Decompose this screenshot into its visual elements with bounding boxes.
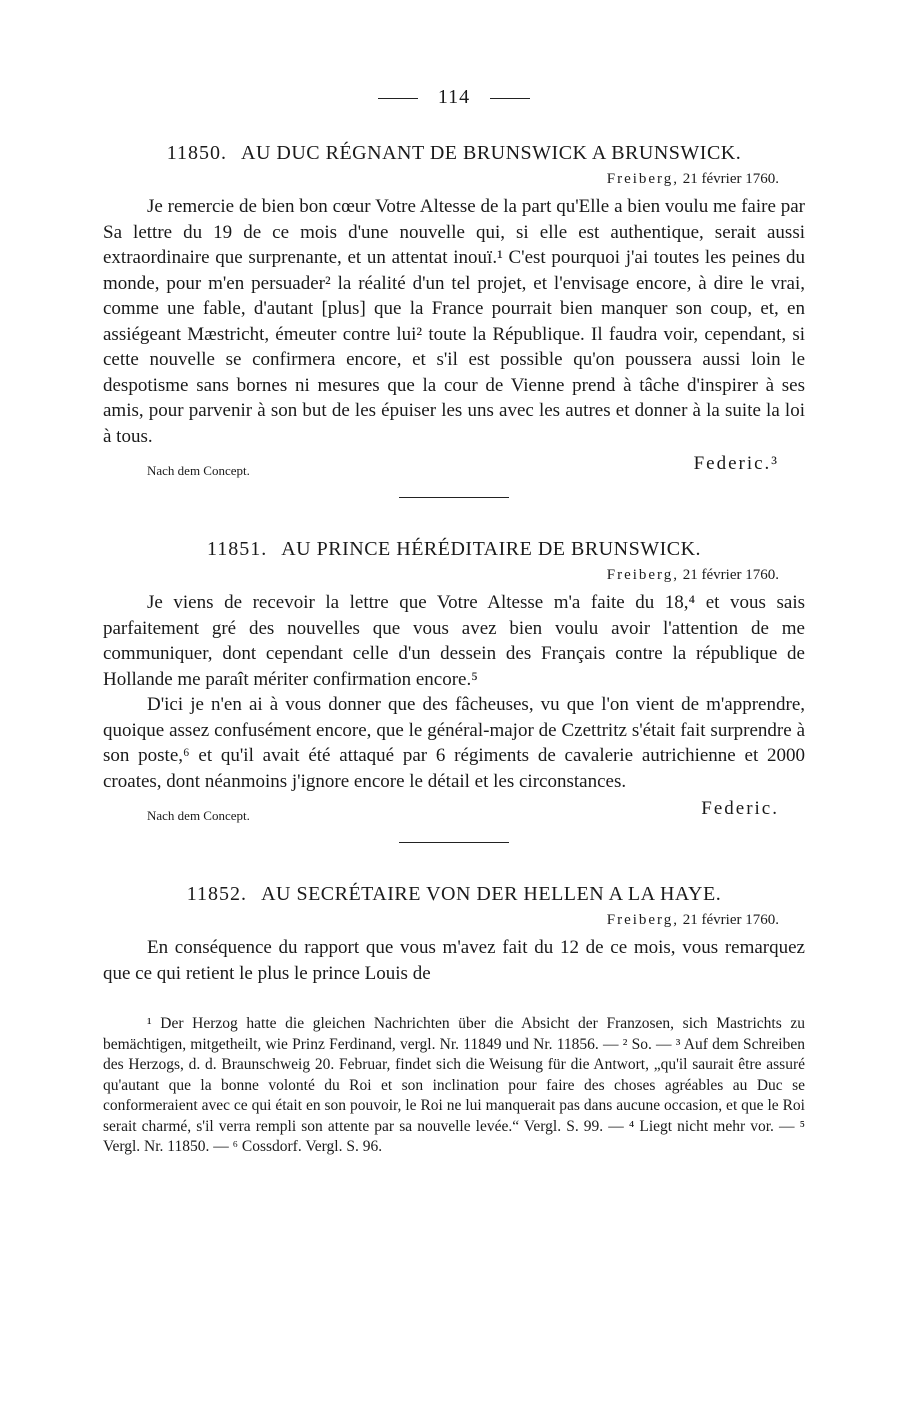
letter-title: AU SECRÉTAIRE VON DER HELLEN A LA HAYE. [261, 883, 722, 905]
footnotes [103, 1014, 805, 1158]
letter-11850 [103, 142, 805, 498]
letter-date: 21 février 1760. [682, 912, 779, 928]
letter-number: 11851. [206, 538, 268, 560]
document-page [103, 86, 805, 1158]
letter-date: 21 février 1760. [682, 171, 779, 187]
footnote-text: ¹ Der Herzog hatte die gleichen Nachrichten über die Absicht der Franzosen, sich Mastrichts zu bemächtigen, mitgetheilt, wie Prinz Ferdinand, vergl. Nr. 11849 und Nr. 11856. — ² So. — ³ Auf dem Schreiben des Herzogs, d. d. Braunschweig 20. Februar, findet sich die Weisung für die Antwort, „qu'il saurait être assuré qu'autant que la bonne volonté du Roi et son inclination pour faire des choses agréables au Duc se conformeraient avec ce qui était en son pouvoir, le Roi ne lui manquerait pas dans aucune occasion, et que le Roi serait charmé, s'il verra rempli son attente par sa nouvelle levée.“ Vergl. S. 99. — ⁴ Liegt nicht mehr vor. — ⁵ Vergl. Nr. 11850. — ⁶ Cossdorf. Vergl. S. 96. [103, 1015, 805, 1155]
letter-heading [103, 883, 805, 906]
letter-date: 21 février 1760. [682, 567, 779, 583]
spacer [103, 843, 805, 861]
letter-paragraph: D'ici je n'en ai à vous donner que des fâcheuses, vu que l'on vient de m'apprendre, quoique assez confusément encore, que le général-major de Czettritz s'était fait surprendre à son poste,⁶ et qu'il avait été attaqué par 6 régiments de cavalerie autrichienne et 2000 croates, dont néanmoins j'ignore encore le détail et les circonstances. [103, 694, 805, 792]
letter-paragraph: Je viens de recevoir la lettre que Votre Altesse m'a faite du 18,⁴ et vous sais parfaitement gré des nouvelles que vous avez bien voulu avoir l'attention de me communiquer, dont cependant celle d'un dessein des Français contre la république de Hollande me paraît mériter confirmation encore.⁵ [103, 592, 805, 690]
spacer [103, 498, 805, 516]
page-number: 114 [437, 86, 471, 108]
letter-closing [103, 453, 805, 483]
letter-title: AU PRINCE HÉRÉDITAIRE DE BRUNSWICK. [281, 538, 702, 560]
letter-closing [103, 798, 805, 828]
letter-heading [103, 538, 805, 561]
letter-paragraph: En conséquence du rapport que vous m'avez fait du 12 de ce mois, vous remarquez que ce qui retient le plus le prince Louis de [103, 937, 805, 984]
letter-number: 11850. [166, 142, 228, 164]
letter-place: Freiberg, [606, 171, 680, 187]
letter-place: Freiberg, [606, 912, 680, 928]
signature: Federic.³ [693, 453, 779, 474]
letter-title: AU DUC RÉGNANT DE BRUNSWICK A BRUNSWICK. [241, 142, 742, 164]
page-header [103, 86, 805, 120]
source-note: Nach dem Concept. [147, 808, 250, 823]
signature: Federic. [701, 798, 779, 819]
letter-place: Freiberg, [606, 567, 680, 583]
letter-dateline [103, 567, 779, 584]
letter-number: 11852. [186, 883, 248, 905]
letter-11851 [103, 538, 805, 843]
letter-dateline [103, 912, 779, 929]
letter-dateline [103, 171, 779, 188]
letter-11852 [103, 883, 805, 986]
source-note: Nach dem Concept. [147, 463, 250, 478]
letter-paragraph: Je remercie de bien bon cœur Votre Altesse de la part qu'Elle a bien voulu me faire par Sa lettre du 19 de ce mois d'une nouvelle qui, si elle est authentique, serait aussi extraordinaire que surprenante, et un attentat inouï.¹ C'est pourquoi j'ai toutes les peines du monde, pour m'en persuader² la réalité d'un tel projet, et l'envisage encore, à dire le vrai, comme une fable, d'autant [plus] que la France pourrait bien manquer son coup, et, en assiégeant Mæstricht, émeuter contre lui² toute la République. Il faudra voir, cependant, si cette nouvelle se confirmera encore, et s'il est possible qu'on poussera aussi loin le despotisme sans bornes ni mesures que la cour de Vienne prend à tâche d'inspirer à ses amis, pour parvenir à son but de les épuiser les uns avec les autres et donner à la suite la loi à tous. [103, 196, 805, 447]
folio-dash-right [490, 98, 530, 99]
folio-dash-left [378, 98, 418, 99]
letter-heading [103, 142, 805, 165]
